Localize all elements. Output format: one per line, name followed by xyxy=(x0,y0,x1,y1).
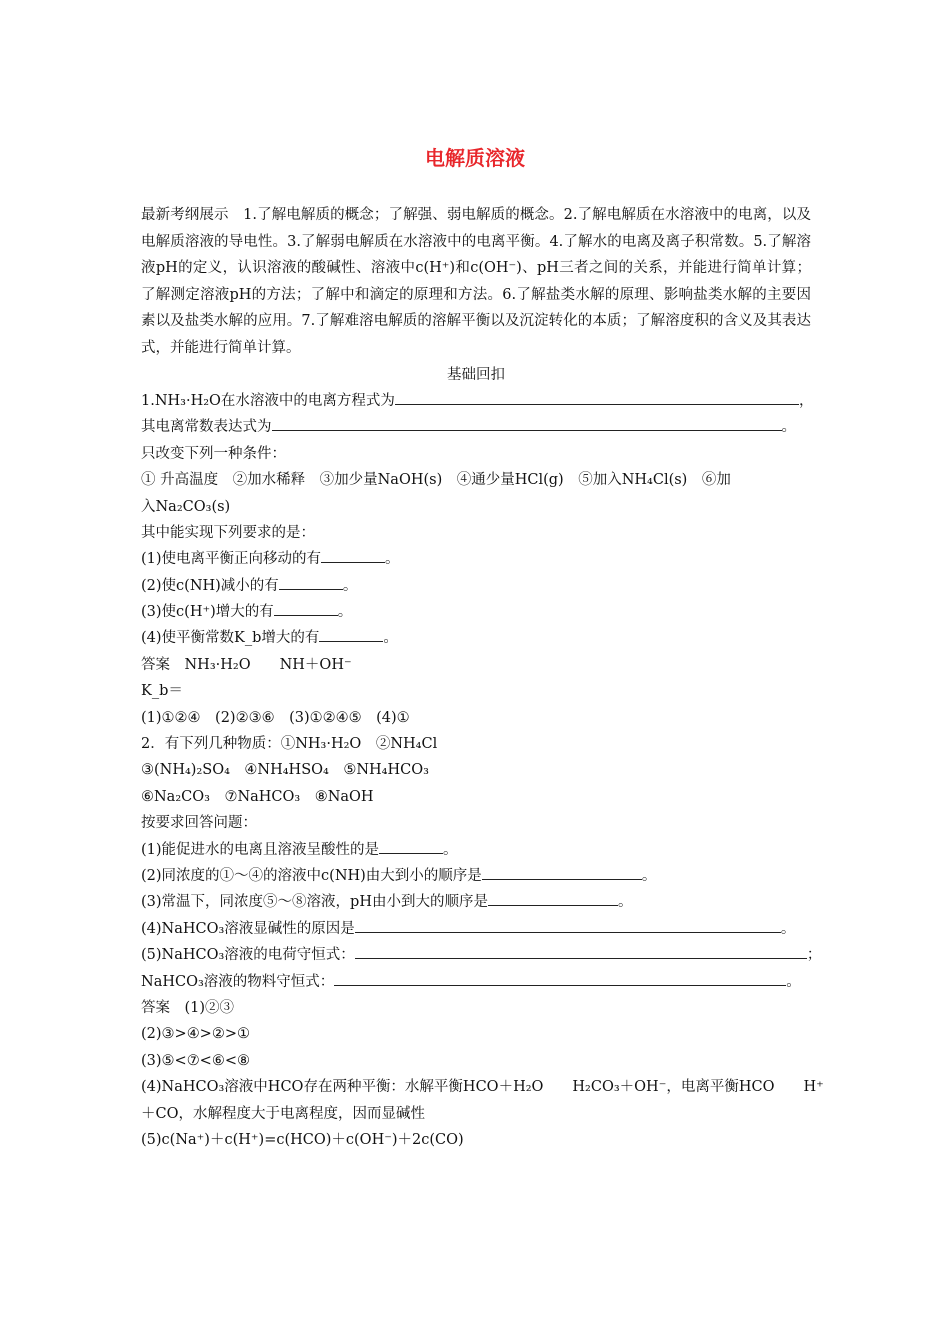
q2-sub5-text: (5)NaHCO₃溶液的电荷守恒式： xyxy=(141,947,355,964)
q1-line6: 其中能实现下列要求的是： xyxy=(141,524,315,541)
period: 。 xyxy=(786,973,801,990)
period: 。 xyxy=(617,894,633,911)
period: 。 xyxy=(337,604,353,621)
q1-sub3 xyxy=(141,599,811,625)
q2-sub5 xyxy=(141,942,822,968)
q2-sub4-text: (4)NaHCO₃溶液显碱性的原因是 xyxy=(141,920,355,937)
period: 。 xyxy=(780,920,796,937)
answer-blank[interactable] xyxy=(482,864,642,880)
q1-sub2-text: (2)使c(NH)减小的有 xyxy=(141,577,279,594)
q2-answer-line1: 答案 (1)②③ xyxy=(141,999,235,1016)
q2-answer-line6: (5)c(Na⁺)＋c(H⁺)=c(HCO)＋c(OH⁻)＋2c(CO) xyxy=(141,1131,464,1148)
period: 。 xyxy=(641,867,657,884)
q1-line3: 只改变下列一种条件： xyxy=(141,445,286,462)
period: 。 xyxy=(383,630,398,647)
section-heading: 基础回扣 xyxy=(447,366,505,383)
q2-answer-line4: (4)NaHCO₃溶液中HCO存在两种平衡：水解平衡HCO＋H₂O H₂CO₃＋OH⁻，电离平衡HCO H⁺ xyxy=(141,1079,824,1096)
q2-sub2 xyxy=(141,863,811,889)
semicolon: ； xyxy=(806,947,822,964)
q2-sub4 xyxy=(141,916,811,942)
answer-blank[interactable] xyxy=(395,389,799,405)
q2-line4: 按要求回答问题： xyxy=(141,815,257,832)
answer-blank[interactable] xyxy=(488,890,618,906)
period: 。 xyxy=(385,551,400,568)
q1-answer-line2: K_b＝ xyxy=(141,683,183,700)
q1-sub2 xyxy=(141,573,811,599)
q1-sub4-text: (4)使平衡常数K_b增大的有 xyxy=(141,630,320,647)
document-title: 电解质溶液 xyxy=(425,146,525,170)
q1-sub1 xyxy=(141,546,811,572)
period: 。 xyxy=(443,841,458,858)
q1-answer-line1: 答案 NH₃·H₂O NH＋OH⁻ xyxy=(141,656,352,673)
q2-sub3-text: (3)常温下，同浓度⑤～⑧溶液，pH由小到大的顺序是 xyxy=(141,894,488,911)
answer-blank[interactable] xyxy=(355,917,781,933)
answer-blank[interactable] xyxy=(274,600,338,616)
q1-line1 xyxy=(141,388,814,414)
q2-sub6 xyxy=(141,969,811,995)
answer-blank[interactable] xyxy=(321,547,385,563)
q1-line2-end: 。 xyxy=(781,419,796,436)
q2-sub2-text: (2)同浓度的①～④的溶液中c(NH)由大到小的顺序是 xyxy=(141,867,482,884)
q2-sub6-text: NaHCO₃溶液的物料守恒式： xyxy=(141,973,335,990)
q1-conditions-line: ① 升高温度 ②加水稀释 ③加少量NaOH(s) ④通少量HCl(g) ⑤加入NH₄Cl(s) ⑥加 xyxy=(141,472,731,489)
q1-sub4 xyxy=(141,625,811,651)
document-body xyxy=(141,202,824,1153)
period: 。 xyxy=(342,577,358,594)
q2-line2: ③(NH₄)₂SO₄ ④NH₄HSO₄ ⑤NH₄HCO₃ xyxy=(141,762,429,779)
q2-sub1 xyxy=(141,837,811,863)
q2-answer-line2: (2)③>④>②>① xyxy=(141,1026,250,1043)
q2-answer-line3: (3)⑤<⑦<⑥<⑧ xyxy=(141,1052,250,1069)
q1-line2 xyxy=(141,414,811,440)
q2-line3: ⑥Na₂CO₃ ⑦NaHCO₃ ⑧NaOH xyxy=(141,788,374,805)
q1-sub3-text: (3)使c(H⁺)增大的有 xyxy=(141,604,274,621)
answer-blank[interactable] xyxy=(355,943,807,959)
q1-line1-text: 1.NH₃·H₂O在水溶液中的电离方程式为 xyxy=(141,392,395,409)
q2-sub3 xyxy=(141,889,811,915)
answer-blank[interactable] xyxy=(279,574,343,590)
answer-blank[interactable] xyxy=(379,838,443,854)
answer-blank[interactable] xyxy=(272,415,782,431)
q2-sub1-text: (1)能促进水的电离且溶液呈酸性的是 xyxy=(141,841,380,858)
answer-blank[interactable] xyxy=(319,626,383,642)
q1-answer-line3: (1)①②④ (2)②③⑥ (3)①②④⑤ (4)① xyxy=(141,709,410,726)
q1-conditions-line-cont: 入Na₂CO₃(s) xyxy=(141,498,231,515)
q2-line1: 2．有下列几种物质：①NH₃·H₂O ②NH₄Cl xyxy=(141,736,438,753)
q2-answer-line5: ＋CO，水解程度大于电离程度，因而显碱性 xyxy=(141,1105,425,1122)
q1-line2-text: 其电离常数表达式为 xyxy=(141,419,272,436)
answer-blank[interactable] xyxy=(334,970,786,986)
q1-line1-end: ， xyxy=(798,392,814,409)
syllabus-paragraph: 最新考纲展示 1.了解电解质的概念；了解强、弱电解质的概念。2.了解电解质在水溶液中的电离，以及电解质溶液的导电性。3.了解弱电解质在水溶液中的电离平衡。4.了解水的电离及离子积常数。5.了解溶液pH的定义，认识溶液的酸碱性、溶液中c(H⁺)和c(OH⁻)、pH三者之间的关系，并能进行简单计算；了解测定溶液pH的方法；了解中和滴定的原理和方法。6.了解盐类水解的原理、影响盐类水解的主要因素以及盐类水解的应用。7.了解难溶电解质的溶解平衡以及沉淀转化的本质；了解溶度积的含义及其表达式，并能进行简单计算。 xyxy=(141,207,811,356)
q1-sub1-text: (1)使电离平衡正向移动的有 xyxy=(141,551,322,568)
